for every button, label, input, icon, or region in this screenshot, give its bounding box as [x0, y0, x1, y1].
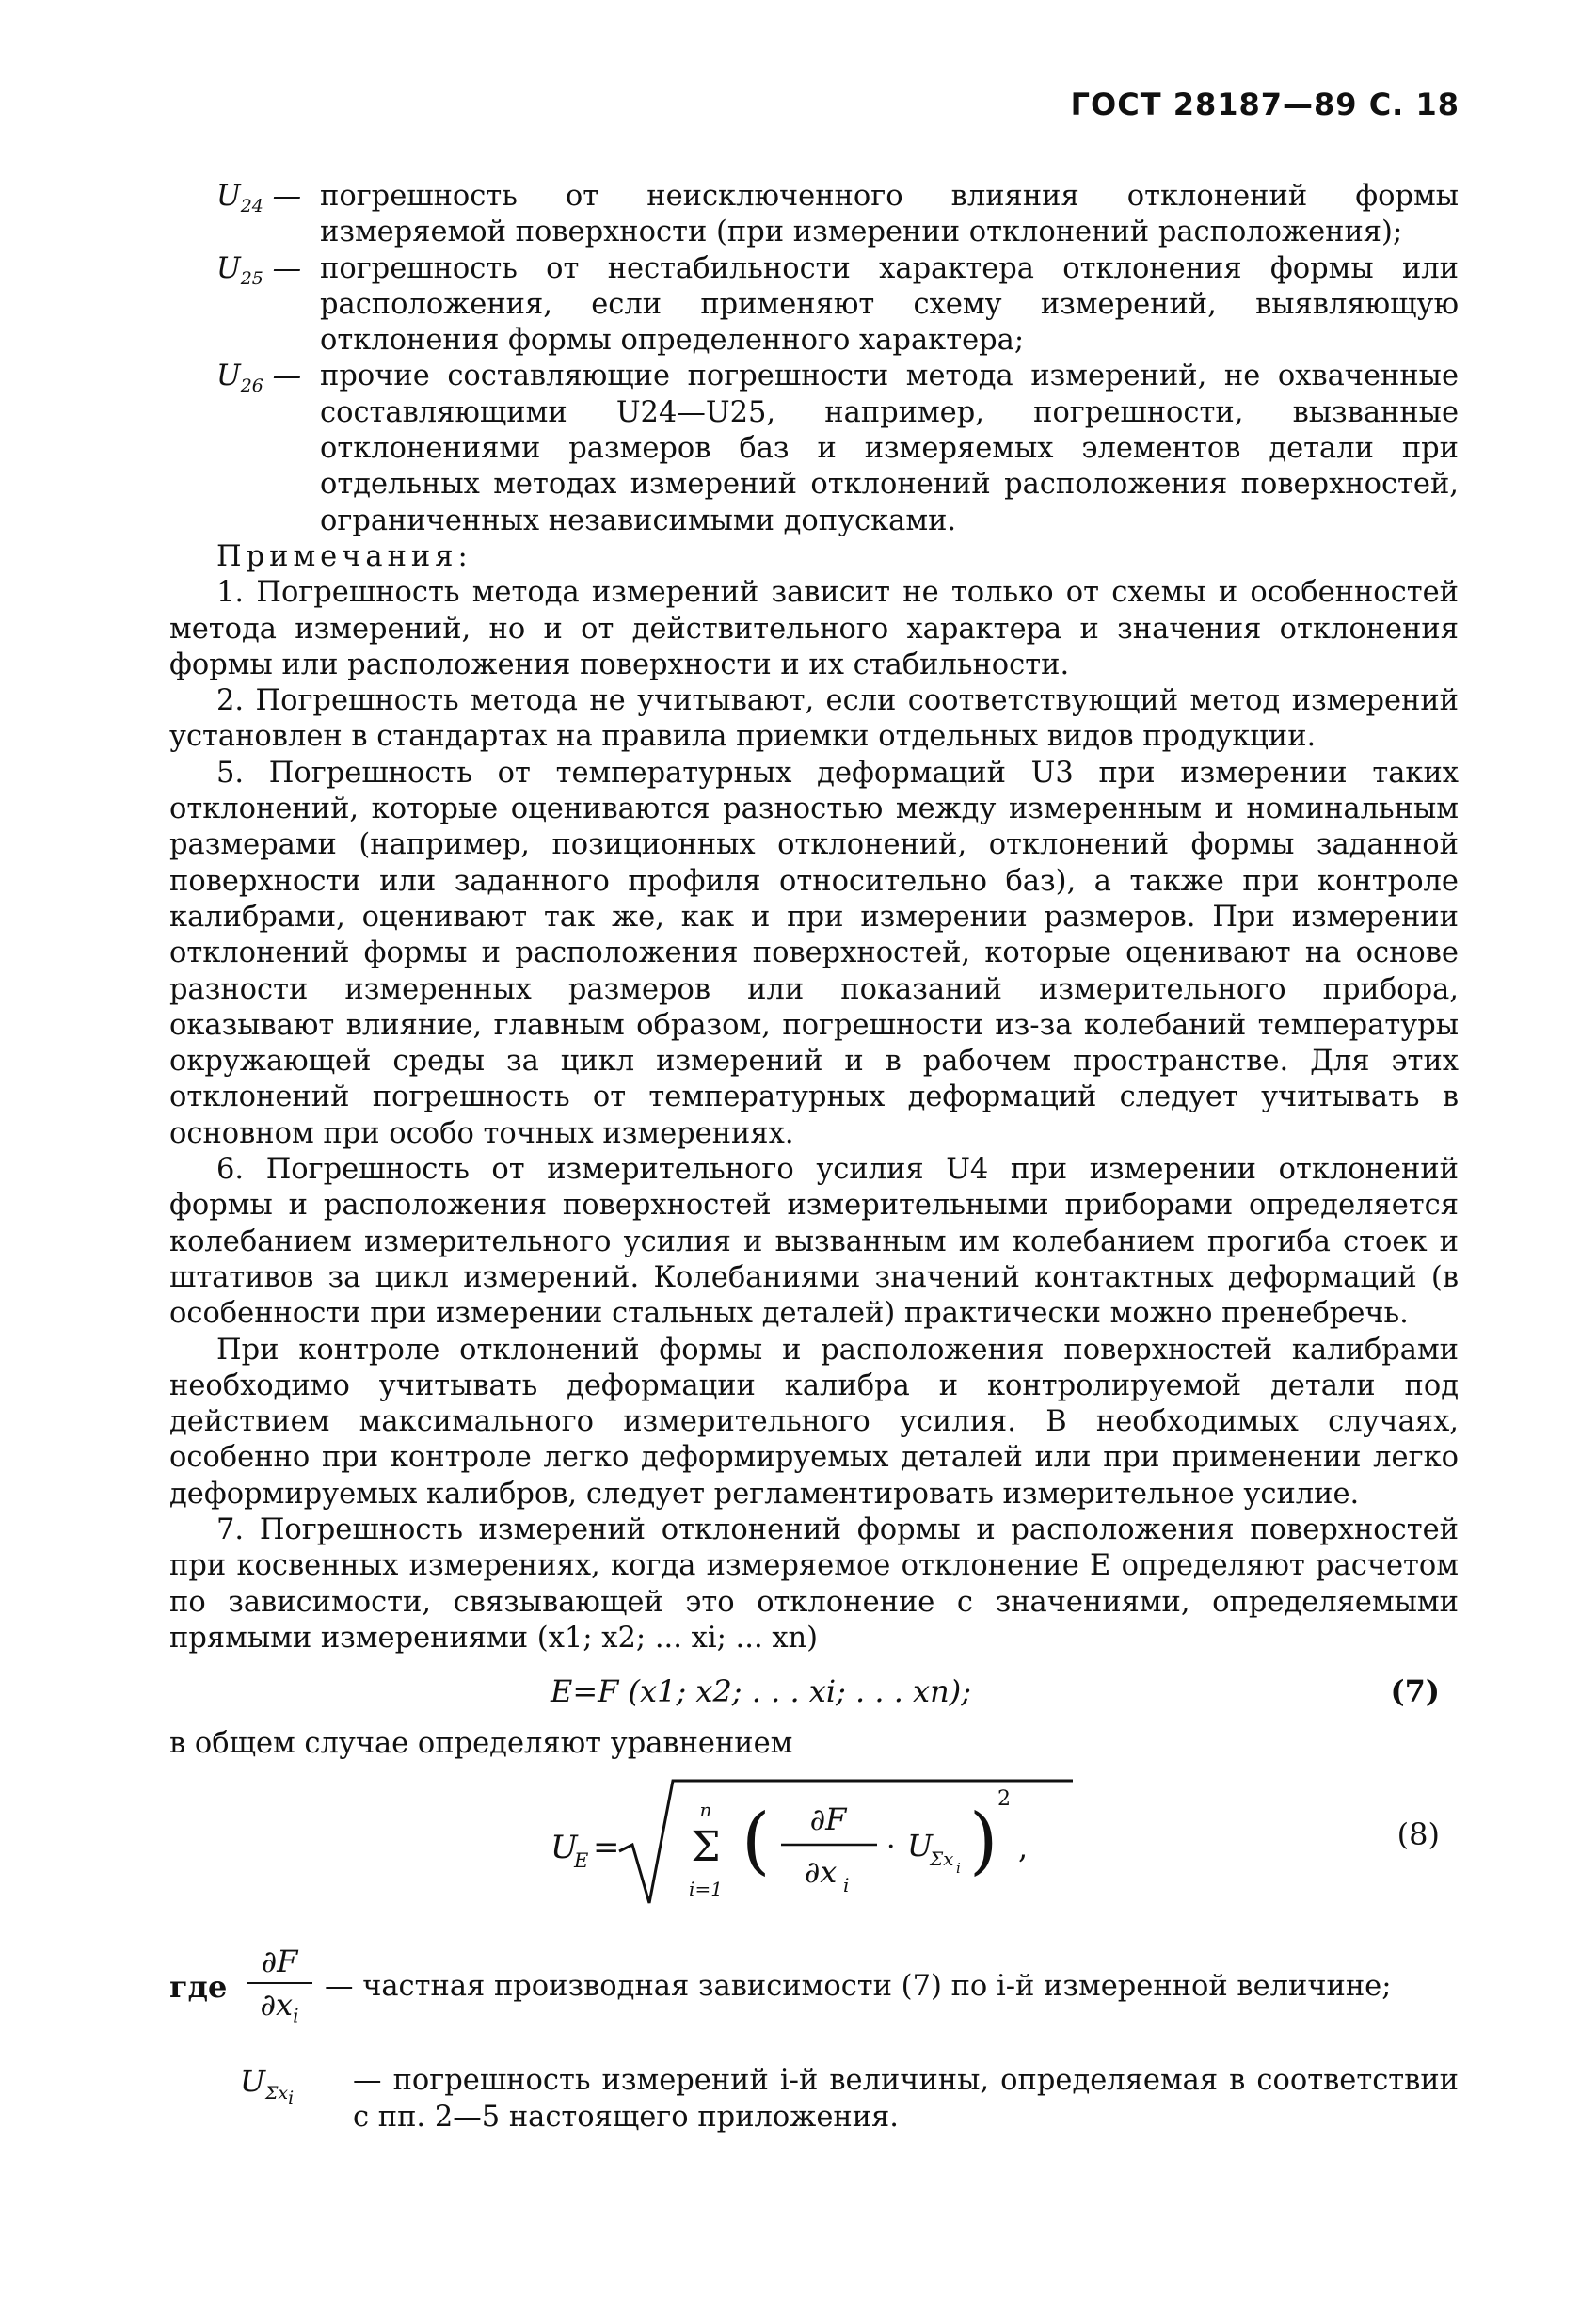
document-body [169, 179, 1459, 2136]
where-label: где [169, 1969, 228, 2006]
equation-8 [169, 1762, 1459, 1922]
paragraph-7: 7. Погрешность измерений отклонений формы и расположения поверхностей при косвенных измерениях, когда измеряемое отклонение E определяют расчетом по зависимости, связывающей это отклонение с значениями, определяемыми прямыми измерениями (x1; x2; ... xi; ... xn) [169, 1512, 1459, 1655]
equation-7 [169, 1664, 1459, 1720]
partial-derivative-fraction: $\frac{\partial F}{\partial x_i}$ [247, 1941, 312, 2036]
svg-text:=: = [593, 1829, 620, 1867]
page-header: ГОСТ 28187—89 С. 18 [1070, 87, 1460, 122]
equation-7-number: (7) [1390, 1673, 1440, 1710]
left-paren: ( [742, 1799, 771, 1884]
definition-text: прочие составляющие погрешности метода измерений, не охваченные составляющими U24—U25, например, погрешности, вызванные отклонениями размеров баз и измеряемых элементов детали при отдельных методах измерений отклонений расположения поверхностей, ограниченных независимыми допусками. [320, 360, 1459, 537]
right-paren: ) [969, 1799, 998, 1884]
equation-8-formula [169, 1762, 1459, 1922]
definition-u26: $U_{26}$ — прочие составляющие погрешности метода измерений, не охваченные составляющими U24—U25, например, погрешности, вызванные отклонениями размеров баз и измеряемых элементов детали при отдельных методах измерений отклонений расположения поверхностей, ограниченных независимыми допусками. [216, 359, 1459, 538]
notes-title: Примечания: [216, 539, 472, 573]
definition-u25: $U_{25}$ — погрешность от нестабильности характера отклонения формы или расположения, если применяют схему измерений, выявляющую отклонения формы определенного характера; [216, 251, 1459, 360]
eq8-u-subsub: i [956, 1860, 961, 1878]
sum-sign: Σ [691, 1823, 721, 1872]
equation-8-number: (8) [1396, 1816, 1440, 1853]
paragraph-5: 5. Погрешность от температурных деформаций U3 при измерении таких отклонений, которые оцениваются разностью между измеренным и номинальным размерами (например, позиционных отклонений, отклонений формы заданной поверхности или заданного профиля относительно баз), а также при контроле калибрами, оценивают так же, как и при измерении размеров. При измерении отклонений формы и расположения поверхностей, которые оценивают на основе разности измеренных размеров или показаний измерительного прибора, оказывают влияние, главным образом, погрешности из-за колебаний температуры окружающей среды за цикл измерений и в рабочем пространстве. Для этих отклонений погрешность от температурных деформаций следует учитывать в основном при особо точных измерениях. [169, 756, 1459, 1150]
dot-operator: · [886, 1831, 896, 1864]
eq8-sum-bottom: i=1 [689, 1878, 723, 1901]
eq8-sum-top: n [699, 1799, 712, 1822]
paragraph-6: 6. Погрешность от измерительного усилия U4 при измерении отклонений формы и расположения поверхностей измерительными приборами определяется колебанием измерительного усилия и вызванным им колебанием прогиба стоек и штативов за цикл измерений. Колебаниями значений контактных деформаций (в особенности при измерении стальных деталей) практически можно пренебречь. [169, 1153, 1459, 1331]
definition-u24: $U_{24}$ — погрешность от неисключенного влияния отклонений формы измеряемой поверхности (при измерении отклонений расположения); [216, 179, 1459, 251]
definition-text: погрешность от нестабильности характера отклонения формы или расположения, если применяют схему измерений, выявляющую отклонения формы определенного характера; [320, 251, 1459, 358]
definition-u-sigma-xi: $U_{\Sigma x_i}$ — погрешность измерений i-й величины, определяемая в соответствии с пп. 2—5 настоящего приложения. [169, 2063, 1459, 2136]
eq8-lhs: U [551, 1829, 578, 1867]
equation-intro: в общем случае определяют уравнением [169, 1727, 793, 1761]
definition-text: — погрешность измерений i-й величины, определяемая в соответствии с пп. 2—5 настоящего приложения. [353, 2064, 1459, 2134]
note-1: 1. Погрешность метода измерений зависит не только от схемы и особенностей метода измерений, но и от действительного характера и значения отклонения формы или расположения поверхности и их стабильности. [169, 576, 1459, 681]
equation-7-formula: E=F (x1; x2; . . . xi; . . . xn); [551, 1673, 971, 1710]
eq8-denominator-sub: i [843, 1874, 850, 1897]
svg-text:,: , [1018, 1830, 1029, 1866]
eq8-u-sub: Σx [930, 1848, 954, 1871]
paragraph-6-continued: При контроле отклонений формы и расположения поверхностей калибрами необходимо учитывать деформации калибра и контролируемой детали под действием максимального измерительного усилия. В необходимых случаях, особенно при контроле легко деформируемых деталей или при применении легко деформируемых калибров, следует регламентировать измерительное усилие. [169, 1333, 1459, 1511]
where-text: — частная производная зависимости (7) по i-й измеренной величине; [325, 1970, 1392, 2004]
eq8-exponent: 2 [998, 1787, 1011, 1812]
where-clause [169, 1941, 1459, 2035]
note-2: 2. Погрешность метода не учитывают, если соответствующий метод измерений установлен в стандартах на правила приемки отдельных видов продукции. [169, 684, 1459, 754]
definitions-list [216, 179, 1459, 539]
eq8-u: U [907, 1828, 933, 1864]
eq8-lhs-sub: E [574, 1849, 589, 1873]
eq8-denominator: ∂x [804, 1854, 838, 1891]
definition-text: погрешность от неисключенного влияния отклонений формы измеряемой поверхности (при измерении отклонений расположения); [320, 180, 1459, 249]
eq8-numerator: ∂F [809, 1801, 847, 1838]
